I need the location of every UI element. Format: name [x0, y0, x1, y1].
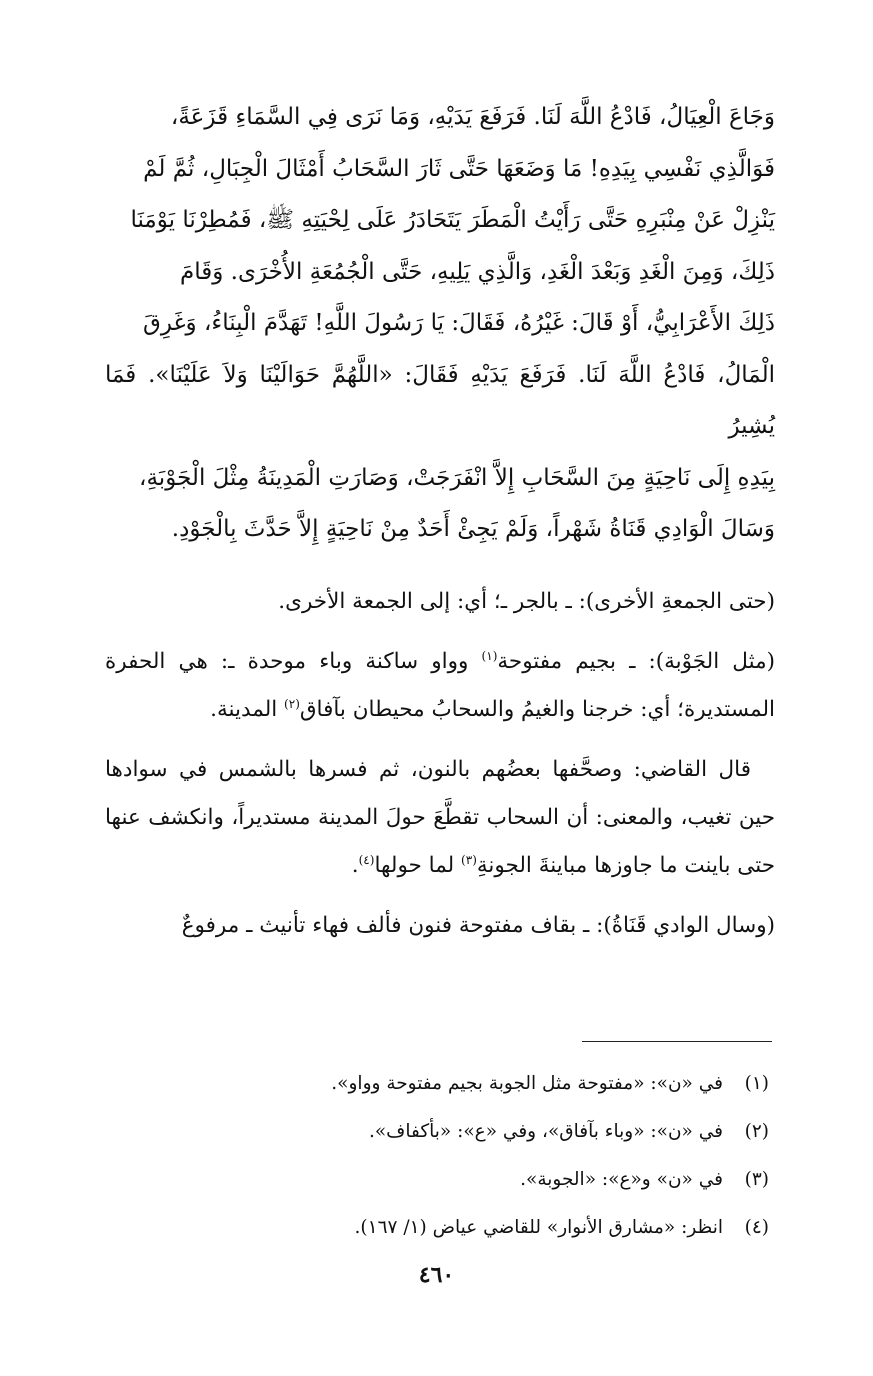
commentary-text: . — [351, 852, 359, 878]
hadith-line-1: وَجَاعَ الْعِيَالُ، فَادْعُ اللَّهَ لَنَا. فَرَفَعَ يَدَيْهِ، وَمَا نَرَى فِي السَّمَاءِ قَزَعَةً، — [170, 104, 775, 130]
commentary-paragraph-4 — [105, 902, 775, 950]
footnote-divider — [582, 1041, 772, 1042]
commentary-paragraph-3 — [105, 746, 775, 890]
footnote-item — [105, 1060, 775, 1108]
commentary-text: (حتى الجمعةِ الأخرى): ـ بالجر ـ؛ أي: إلى الجمعة الأخرى. — [278, 588, 775, 614]
page-number: ٤٦٠ — [418, 1262, 455, 1288]
hadith-line-7: بِيَدِهِ إِلَى نَاحِيَةٍ مِنَ السَّحَابِ إِلاَّ انْفَرَجَتْ، وَصَارَتِ الْمَدِينَةُ مِثْلَ الْجَوْبَةِ، — [139, 464, 775, 491]
footnote-number: (٣) — [744, 1169, 769, 1190]
commentary-paragraph-1 — [105, 578, 775, 626]
footnote-ref[interactable]: (١) — [481, 648, 498, 663]
hadith-line-5: ذَلِكَ الأَعْرَابِيُّ، أَوْ قَالَ: غَيْرُهُ، فَقَالَ: يَا رَسُولَ اللَّهِ! تَهَدَّمَ الْبِنَاءُ، وَغَرِقَ — [142, 310, 775, 336]
footnote-item — [105, 1108, 775, 1156]
footnote-item — [105, 1204, 775, 1252]
hadith-text — [105, 92, 775, 556]
hadith-line-8: وَسَالَ الْوَادِي قَنَاةُ شَهْراً، وَلَمْ يَجِئْ أَحَدٌ مِنْ نَاحِيَةٍ إِلاَّ حَدَّثَ بِالْجَوْدِ. — [171, 516, 775, 542]
page-body — [105, 92, 775, 950]
footnote-text: في «ن»: «مفتوحة مثل الجوبة بجيم مفتوحة وواو». — [331, 1073, 723, 1094]
commentary-text: (وسال الوادي قَنَاةُ): ـ بقاف مفتوحة فنون فألف فهاء تأنيث ـ مرفوعٌ — [181, 912, 775, 938]
footnote-number: (٤) — [744, 1217, 769, 1238]
commentary-text: لما حولها — [374, 852, 462, 878]
footnote-number: (١) — [744, 1073, 769, 1094]
footnote-text: انظر: «مشارق الأنوار» للقاضي عياض (١/ ١٦٧). — [354, 1217, 723, 1238]
footnote-item — [105, 1156, 775, 1204]
commentary-paragraph-2 — [105, 638, 775, 734]
hadith-line-3: يَنْزِلْ عَنْ مِنْبَرِهِ حَتَّى رَأَيْتُ الْمَطَرَ يَتَحَادَرُ عَلَى لِحْيَتِهِ ﷺ، فَمُطِرْنَا يَوْمَنَا — [130, 207, 775, 233]
commentary-text: (مثل الجَوْبة): ـ بجيم مفتوحة — [497, 648, 775, 674]
footnotes — [105, 1060, 775, 1252]
hadith-line-4: ذَلِكَ، وَمِنَ الْغَدِ وَبَعْدَ الْغَدِ، وَالَّذِي يَلِيهِ، حَتَّى الْجُمُعَةِ الأُخْرَى. وَقَامَ — [179, 258, 775, 285]
commentary-text: المدينة. — [210, 696, 285, 722]
commentary — [105, 578, 775, 950]
footnote-text: في «ن»: «وباء بآفاق»، وفي «ع»: «بأكفاف». — [368, 1121, 723, 1142]
footnote-ref[interactable]: (٢) — [284, 696, 300, 711]
footnote-ref[interactable]: (٤) — [358, 852, 375, 867]
commentary-text: وواو ساكنة وباء موحدة ـ: هي الحفرة المستديرة؛ أي: خرجنا والغيمُ والسحابُ محيطان بآفاق — [105, 648, 775, 722]
hadith-line-2: فَوَالَّذِي نَفْسِي بِيَدِهِ! مَا وَضَعَهَا حَتَّى ثَارَ السَّحَابُ أَمْثَالَ الْجِبَالِ، ثُمَّ لَمْ — [143, 155, 775, 182]
hadith-line-6: الْمَالُ، فَادْعُ اللَّهَ لَنَا. فَرَفَعَ يَدَيْهِ فَقَالَ: «اللَّهُمَّ حَوَالَيْنَا وَلاَ عَلَيْنَا». فَمَا يُشِيرُ — [105, 361, 775, 439]
footnote-text: في «ن» و«ع»: «الجوبة». — [520, 1169, 723, 1190]
commentary-text: قال القاضي: وصحَّفها بعضُهم بالنون، ثم فسرها بالشمس في سوادها حين تغيب، والمعنى: أن السحاب تقطَّعَ حولَ المدينة مستديراً، وانكشف عنها حتى باينت ما جاوزها مباينةَ الجونةِ — [105, 756, 775, 878]
footnote-ref[interactable]: (٣) — [461, 852, 477, 867]
footnote-number: (٢) — [744, 1121, 769, 1142]
